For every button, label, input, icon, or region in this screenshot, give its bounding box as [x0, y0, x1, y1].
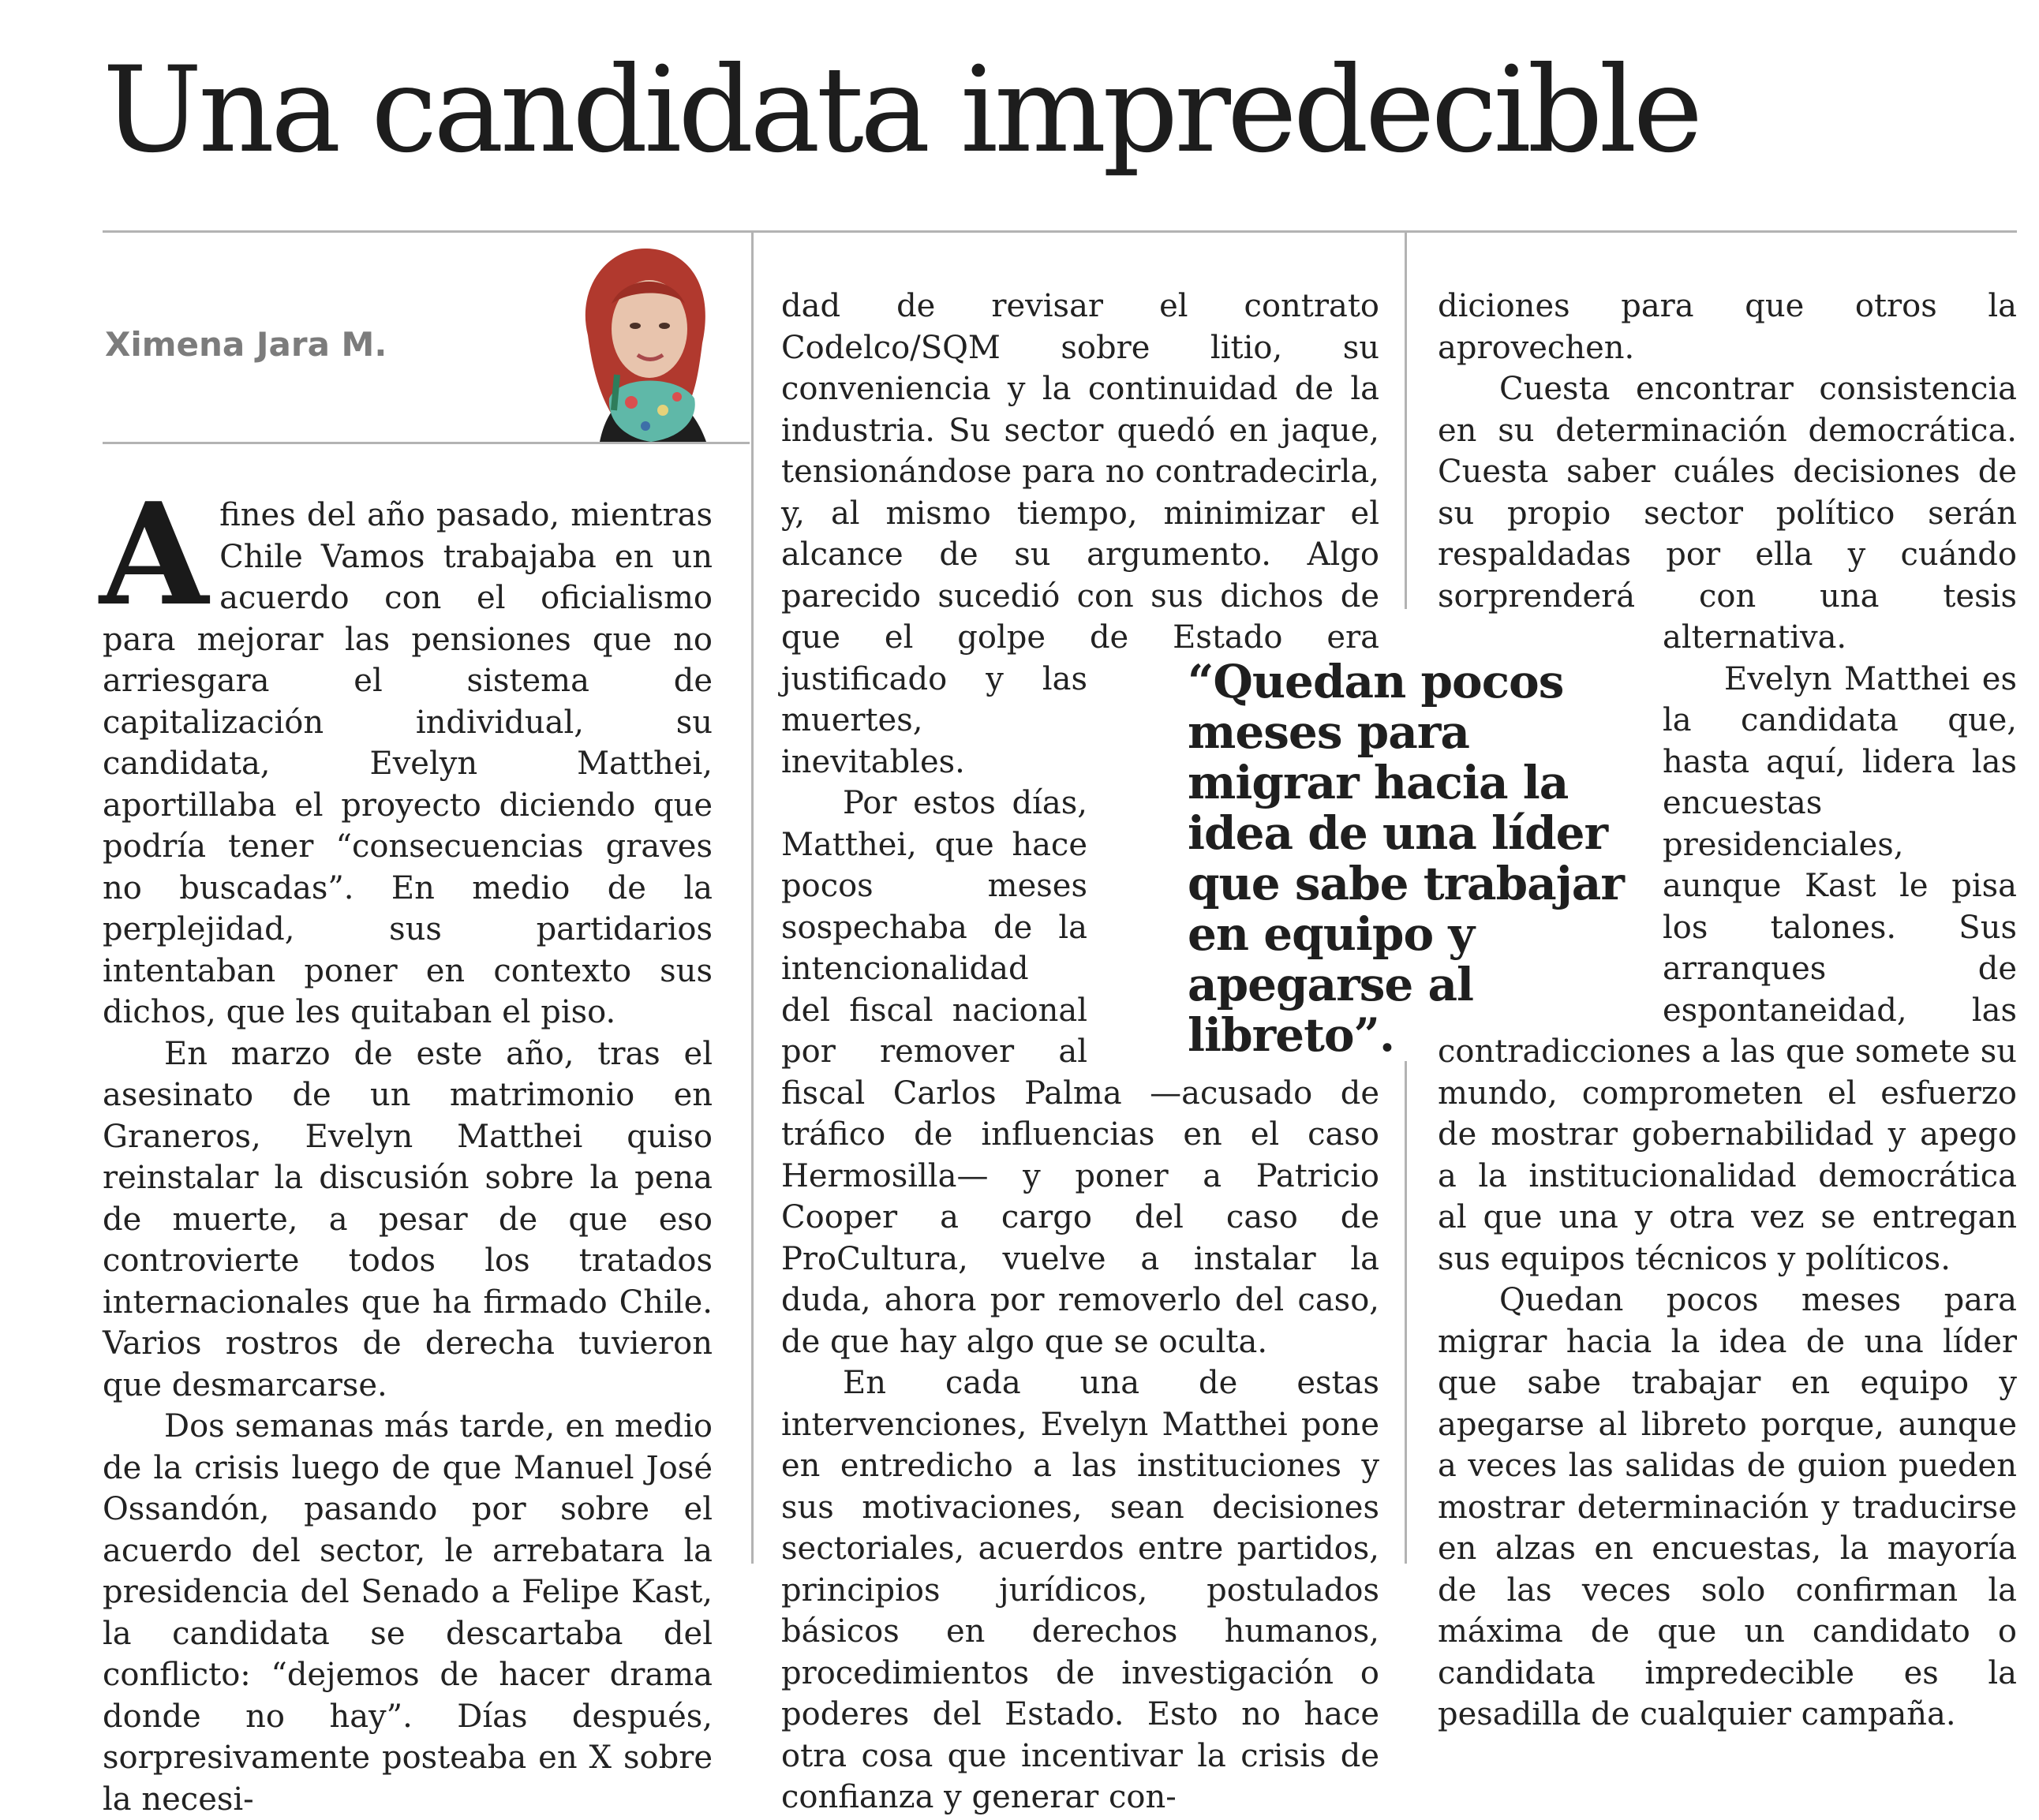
- article-paragraph: diciones para que otros la aprovechen.: [1438, 288, 2017, 366]
- article-paragraph: Afines del año pasado, mientras Chile Vamos trabajaba en un acuerdo con el oficialismo para mejorar las pensiones que no arriesgara el sistema de capitalización individual, su candidata, Evelyn Matthei, aportillaba el proyecto diciendo que podría tener “consecuencias graves no buscadas”. En medio de la perplejidad, sus partidarios intentaban poner en contexto sus dichos, que les quitaban el piso.: [99, 472, 713, 1030]
- author-byline: Ximena Jara M.: [105, 325, 387, 364]
- article-paragraph: dad de revisar el contrato Codelco/SQM sobre litio, su conveniencia y la continuidad de la industria. Su sector quedó en jaque, tensionándose para no contradecirla, y, al mismo tiempo, minimizar el alcance de su argumento. Algo parecido sucedió con sus dichos de que el golpe de Estado era justificado y las muertes, inevitables.: [781, 288, 1379, 780]
- column-divider-2-lower: [1405, 1061, 1407, 1564]
- article-headline: Una candidata impredecible: [103, 42, 1700, 179]
- pull-quote: “Quedan pocos meses para migrar hacia la idea de una líder que sabe trabajar en equipo y apegarse al libreto”.: [1188, 655, 1624, 1062]
- author-photo: [544, 241, 750, 442]
- article-paragraph: Cuesta encontrar consistencia en su determinación democrática. Cuesta saber cuáles decisiones de su propio sector político serán respaldadas por ella y cuándo sorprenderá con una tesis alternativa.: [1438, 371, 2017, 656]
- column-divider-1: [751, 230, 754, 1564]
- article-paragraph: Dos semanas más tarde, en medio de la crisis luego de que Manuel José Ossandón, pasando por sobre el acuerdo del sector, le arrebatara la presidencia del Senado a Felipe Kast, la candidata se descartaba del conflicto: “dejemos de hacer drama donde no hay”. Días después, sorpresivamente posteaba en X sobre la necesi-: [103, 1408, 713, 1818]
- column-divider-2-upper: [1405, 230, 1407, 609]
- article-paragraph: Por estos días, Matthei, que hace pocos meses sospechaba de la intencionalidad del fiscal nacional por remover al fiscal Carlos Palma —acusado de tráfico de influencias en el caso Hermosilla— y poner a Patricio Cooper a cargo del caso de ProCultura, vuelve a instalar la duda, ahora por removerlo del caso, de que hay algo que se oculta.: [781, 785, 1379, 1360]
- drop-cap: A: [99, 472, 209, 637]
- article-paragraph: Quedan pocos meses para migrar hacia la idea de una líder que sabe trabajar en equipo y apegarse al libreto porque, aunque a veces las salidas de guion pueden mostrar determinación y traducirse en alzas en encuestas, la mayoría de las veces solo confirman la máxima de que un candidato o candidata impredecible es la pesadilla de cualquier campaña.: [1438, 1282, 2017, 1732]
- article-paragraph: En marzo de este año, tras el asesinato de un matrimonio en Graneros, Evelyn Matthei quiso reinstalar la discusión sobre la pena de muerte, a pesar de que eso controvierte todos los tratados internacionales que ha firmado Chile. Varios rostros de derecha tuvieron que desmarcarse.: [103, 1035, 713, 1403]
- article-paragraph: Evelyn Matthei es la candidata que, hasta aquí, lidera las encuestas presidenciales, aunque Kast le pisa los talones. Sus arranques de espontaneidad, las contradicciones a las que somete su mundo, comprometen el esfuerzo de mostrar gobernabilidad y apego a la institucionalidad democrática al que una y otra vez se entregan sus equipos técnicos y políticos.: [1438, 660, 2017, 1277]
- byline-rule: [103, 442, 750, 444]
- column-1: [99, 472, 713, 1820]
- top-rule: [103, 230, 2017, 233]
- article-paragraph: En cada una de estas intervenciones, Evelyn Matthei pone en entredicho a las instituciones y sus motivaciones, sean decisiones sectoriales, acuerdos entre partidos, principios jurídicos, postulados básicos en derechos humanos, procedimientos de investigación o poderes del Estado. Esto no hace otra cosa que incentivar la crisis de confianza y generar con-: [781, 1365, 1379, 1815]
